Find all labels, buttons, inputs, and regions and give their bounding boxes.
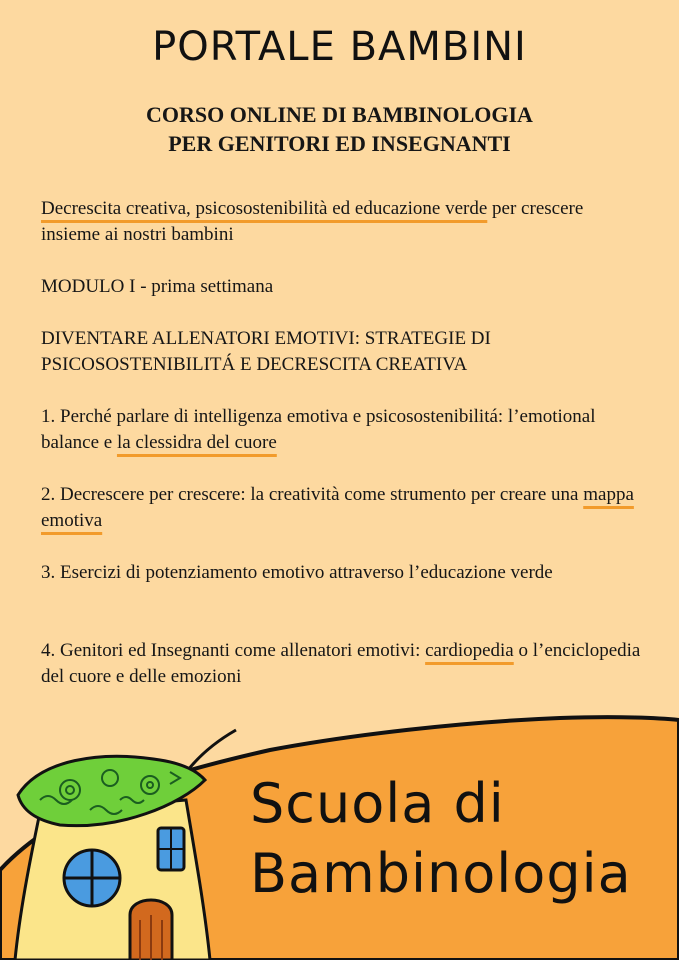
list-item-1 <box>41 404 641 456</box>
intro-rest: per crescere insieme ai nostri bambini <box>41 198 584 245</box>
item-3-text: 3. Esercizi di potenziamento emotivo attraverso l’educazione verde <box>41 562 553 583</box>
item-1-text: 1. Perché parlare di intelligenza emotiva e psicosostenibilitá: l’emotional balance e <box>41 406 596 453</box>
logo-line-2: Bambinologia <box>250 842 632 905</box>
subtitle-line-1: CORSO ONLINE DI BAMBINOLOGIA <box>146 102 533 127</box>
intro-paragraph <box>41 196 641 248</box>
item-4-after: o l’enciclopedia del cuore e delle emozioni <box>41 640 641 687</box>
subtitle-line-2: PER GENITORI ED INSEGNANTI <box>168 131 511 156</box>
item-4-highlight: cardiopedia <box>425 640 514 661</box>
list-item-3 <box>41 560 641 586</box>
item-4-text: 4. Genitori ed Insegnanti come allenatori emotivi: <box>41 640 426 661</box>
item-2-highlight: mappa emotiva <box>41 484 634 531</box>
item-1-highlight: la clessidra del cuore <box>116 432 277 453</box>
module-label: MODULO I - prima settimana <box>41 276 274 297</box>
module-title: DIVENTARE ALLENATORI EMOTIVI: STRATEGIE DI PSICOSOSTENIBILITÁ E DECRESCITA CREATIVA <box>41 328 491 375</box>
list-item-4 <box>41 638 641 690</box>
intro-highlight: Decrescita creativa, psicosostenibilità ed educazione verde <box>41 198 488 219</box>
item-2-text: 2. Decrescere per crescere: la creatività come strumento per creare una <box>41 484 584 505</box>
logo-line-1: Scuola di <box>250 772 505 835</box>
page-title: PORTALE BAMBINI <box>152 24 527 70</box>
list-item-2 <box>41 482 641 534</box>
course-subtitle <box>0 100 679 158</box>
